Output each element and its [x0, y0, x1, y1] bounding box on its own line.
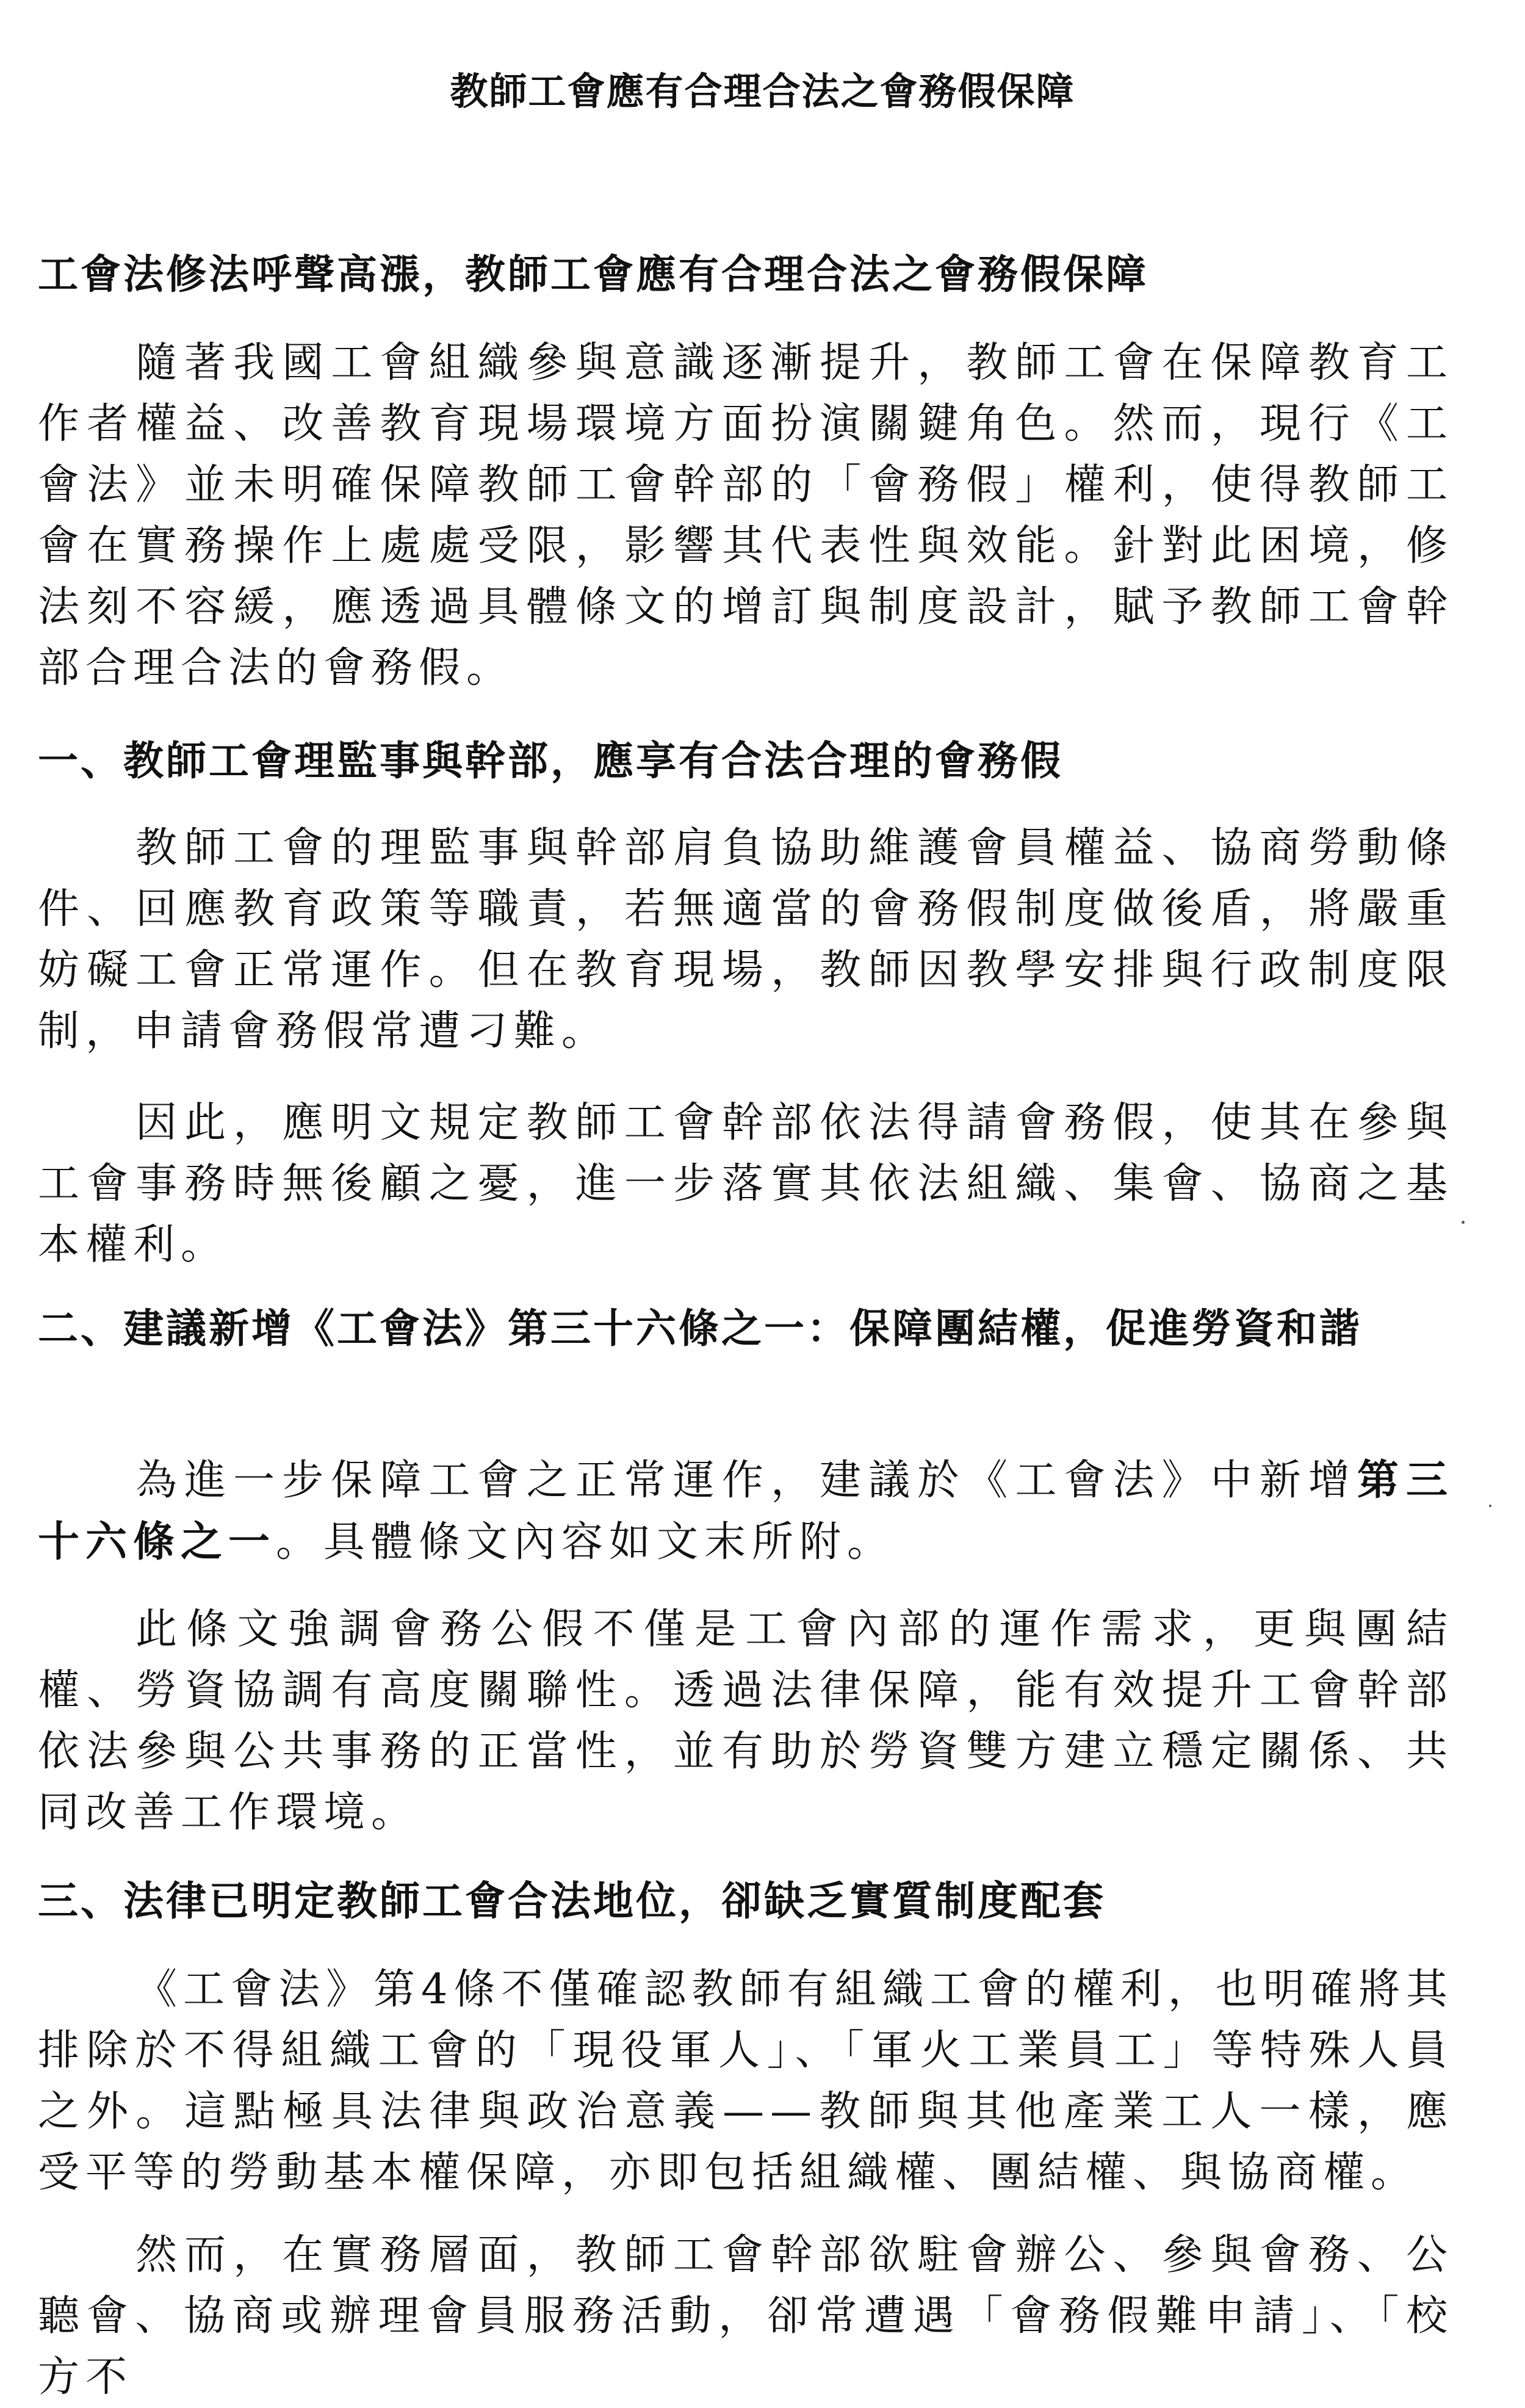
scan-artifact: [1462, 1221, 1465, 1224]
intro-heading: 工會法修法呼聲高漲，教師工會應有合理合法之會務假保障: [38, 250, 1148, 298]
document-title: 教師工會應有合理合法之會務假保障: [450, 69, 1075, 114]
scan-artifact: [1489, 1505, 1491, 1507]
section-2-heading: 二、建議新增《工會法》第三十六條之一：保障團結權，促進勞資和諧: [38, 1304, 1362, 1352]
section-2-paragraph-1: [38, 1450, 1454, 1573]
article-36-1-reference: 第三十六條之一: [38, 1456, 1454, 1566]
section-1-paragraph-1: 教師工會的理監事與幹部肩負協助維護會員權益、協商勞動條件、回應教育政策等職責，若無適當的會務假制度做後盾，將嚴重妨礙工會正常運作。但在教育現場，教師因教學安排與行政制度限制，申請會務假常遭刁難。: [38, 824, 1454, 1055]
intro-paragraph: 隨著我國工會組織參與意識逐漸提升，教師工會在保障教育工作者權益、改善教育現場環境方面扮演關鍵角色。然而，現行《工會法》並未明確保障教師工會幹部的「會務假」權利，使得教師工會在實務操作上處處受限，影響其代表性與效能。針對此困境，修法刻不容緩，應透過具體條文的增訂與制度設計，賦予教師工會幹部合理合法的會務假。: [38, 339, 1454, 692]
section-2-paragraph-1-text-a: 為進一步保障工會之正常運作，建議於《工會法》中新增: [135, 1456, 1357, 1505]
section-2-paragraph-2: 此條文強調會務公假不僅是工會內部的運作需求，更與團結權、勞資協調有高度關聯性。透過法律保障，能有效提升工會幹部依法參與公共事務的正當性，並有助於勞資雙方建立穩定關係、共同改善工作環境。: [38, 1605, 1454, 1837]
section-1-heading: 一、教師工會理監事與幹部，應享有合法合理的會務假: [38, 737, 1063, 784]
section-1-paragraph-2: 因此，應明文規定教師工會幹部依法得請會務假，使其在參與工會事務時無後顧之憂，進一步落實其依法組織、集會、協商之基本權利。: [38, 1099, 1454, 1269]
section-3-heading: 三、法律已明定教師工會合法地位，卻缺乏實質制度配套: [38, 1877, 1106, 1925]
section-3-paragraph-1: 《工會法》第4條不僅確認教師有組織工會的權利，也明確將其排除於不得組織工會的「現役軍人」、「軍火工業員工」等特殊人員之外。這點極具法律與政治意義——教師與其他產業工人一樣，應受平等的勞動基本權保障，亦即包括組織權、團結權、與協商權。: [38, 1965, 1454, 2197]
section-3-paragraph-2: 然而，在實務層面，教師工會幹部欲駐會辦公、參與會務、公聽會、協商或辦理會員服務活動，卻常遭遇「會務假難申請」、「校方不: [38, 2231, 1454, 2401]
section-2-paragraph-1-text-b: 。具體條文內容如文末所附。: [276, 1518, 895, 1566]
